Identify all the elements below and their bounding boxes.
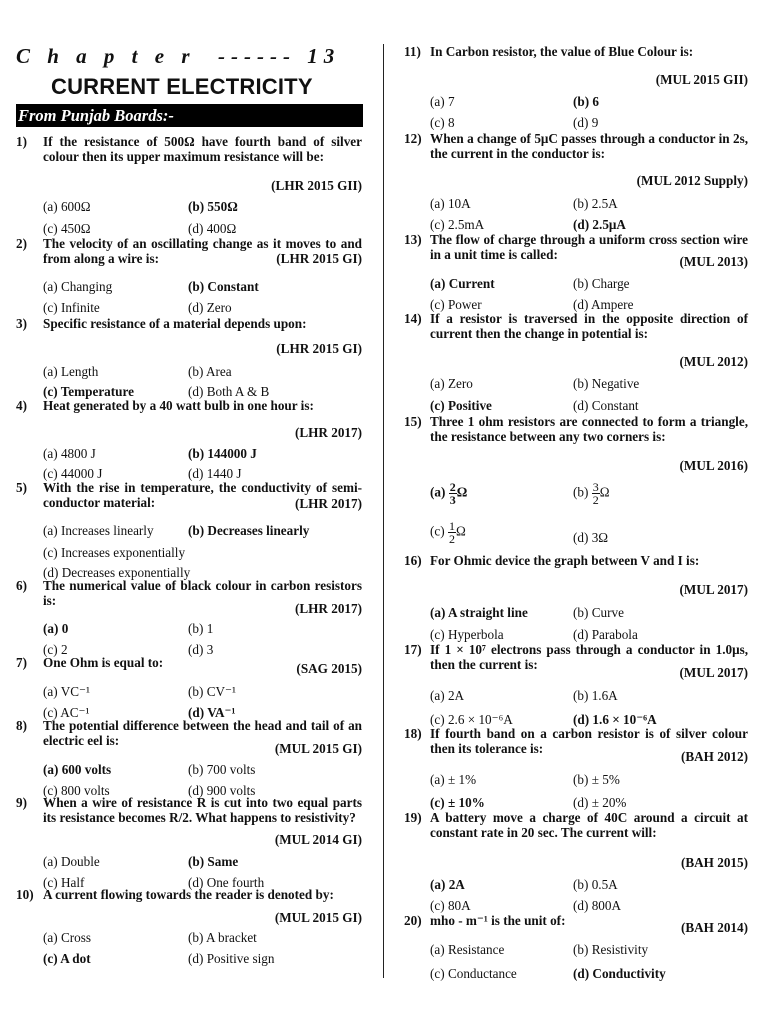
option-text: 44000 J [60,466,103,481]
fraction-unit: Ω [455,523,466,539]
option-label: (a) [430,605,448,620]
option-text: Temperature [60,384,134,399]
option-label: (b) [573,605,592,620]
answer-option[interactable] [188,221,236,237]
option-text: Positive [447,398,492,413]
option-text: Half [60,875,85,890]
option-text: 2.5A [591,196,618,211]
option-label: (c) [43,705,61,720]
option-label: (c) [430,898,448,913]
answer-option[interactable] [430,481,467,506]
option-text: VC⁻¹ [60,684,90,699]
option-label: (d) [573,966,593,981]
option-text: Constant [591,398,639,413]
fraction-value [449,481,457,506]
option-text: 2A [447,688,465,703]
answer-option[interactable] [43,446,96,462]
option-text: 1440 J [206,466,242,481]
option-text: Area [205,364,232,379]
option-text: Cross [60,930,91,945]
option-label: (c) [43,300,61,315]
option-text: Ampere [590,297,634,312]
option-label: (c) [430,115,448,130]
answer-option[interactable] [430,795,485,811]
option-label: (a) [43,199,61,214]
question-text: The potential difference between the head and tail of an electric eel is: [43,718,362,748]
option-label: (d) [188,384,207,399]
answer-option[interactable] [43,300,100,316]
question-source: (MUL 2017) [679,582,748,597]
option-label: (d) [573,115,592,130]
option-text: Increases linearly [60,523,154,538]
option-label: (d) [188,951,207,966]
option-text: Infinite [60,300,100,315]
answer-option[interactable] [573,530,608,546]
option-text: 2A [448,877,465,892]
question-source: (MUL 2015 GII) [655,72,748,87]
answer-option[interactable] [573,217,626,233]
answer-option[interactable] [573,94,599,110]
option-text: 800A [591,898,621,913]
answer-option[interactable] [430,688,464,704]
option-text: Zero [447,376,473,391]
option-text: 7 [447,94,455,109]
question-number: 13) [404,232,422,247]
option-text: 1 [206,621,214,636]
option-text: 1.6 × 10⁻⁶A [592,712,657,727]
option-text: 2.5μA [592,217,626,232]
option-label: (a) [430,688,448,703]
option-text: 2.6 × 10⁻⁶A [447,712,513,727]
option-label: (a) [43,621,62,636]
option-text: ± 10% [447,795,485,810]
question-number: 18) [404,726,422,741]
question-source: (BAH 2015) [680,855,748,870]
answer-option[interactable] [188,523,309,539]
answer-option[interactable] [573,627,638,643]
chapter-heading: C h a p t e r ------ 13 [16,44,341,68]
option-label: (c) [43,221,61,236]
question-number: 19) [404,810,422,825]
option-text: A bracket [205,930,257,945]
option-label: (a) [430,276,449,291]
option-label: (b) [188,523,208,538]
question-source: (LHR 2015 GI) [276,341,362,356]
question-text: mho - m⁻¹ is the unit of: [430,913,566,928]
option-text: 3 [206,642,214,657]
answer-option[interactable] [430,898,471,914]
option-label: (c) [43,466,61,481]
option-text: Hyperbola [447,627,504,642]
answer-option[interactable] [430,94,455,110]
option-text: 80A [447,898,471,913]
fraction-value [448,520,456,545]
option-text: A straight line [447,605,528,620]
option-label: (d) [188,466,207,481]
option-label: (b) [188,199,208,214]
answer-option[interactable] [573,942,648,958]
option-label: (d) [573,712,593,727]
answer-option[interactable] [188,300,232,316]
answer-option[interactable] [573,376,639,392]
option-text: 600Ω [60,199,91,214]
option-label: (c) [430,297,448,312]
option-text: Decreases exponentially [61,565,191,580]
answer-option[interactable] [43,621,68,637]
section-band [16,104,363,127]
answer-option[interactable] [573,966,666,982]
answer-option[interactable] [43,684,90,700]
question-source: (MUL 2012) [679,354,748,369]
question-number: 12) [404,131,422,146]
option-label: (c) [430,795,448,810]
answer-option[interactable] [430,877,465,893]
option-text: 2 [60,642,68,657]
option-label: (d) [43,565,62,580]
option-text: Negative [591,376,640,391]
option-text: One fourth [206,875,265,890]
question-source: (MUL 2014 GI) [274,832,362,847]
option-label: (b) [573,276,592,291]
option-label: (c) [430,627,448,642]
question-text: The numerical value of black colour in carbon resistors is: [43,578,362,608]
question-source: (BAH 2014) [680,920,748,935]
question-source: (MUL 2013) [679,254,748,269]
question-text: A current flowing towards the reader is denoted by: [43,887,334,902]
option-label: (d) [188,300,207,315]
question-number: 7) [16,655,27,670]
option-label: (a) [430,484,449,500]
answer-option[interactable] [43,199,91,215]
option-label: (d) [188,705,208,720]
question-text: Three 1 ohm resistors are connected to form a triangle, the resistance between any two corners is: [430,414,748,444]
section-band-label: From Punjab Boards:- [18,106,174,125]
chapter-title: CURRENT ELECTRICITY [51,74,313,99]
option-text: Conductivity [592,966,666,981]
option-label: (a) [43,446,61,461]
option-label: (b) [188,364,206,379]
option-label: (d) [573,898,592,913]
fraction-denominator: 3 [449,493,456,507]
answer-option[interactable] [573,276,630,292]
option-text: 0.5A [591,877,618,892]
answer-option[interactable] [188,279,259,295]
answer-option[interactable] [43,762,111,778]
question-text: The flow of charge through a uniform cross section wire in a unit time is called: [430,232,748,262]
question-source: (BAH 2012) [680,749,748,764]
option-label: (c) [43,951,61,966]
option-label: (a) [43,762,62,777]
answer-option[interactable] [573,877,618,893]
answer-option[interactable] [430,115,455,131]
option-label: (b) [188,446,208,461]
answer-option[interactable] [573,398,639,414]
question-number: 10) [16,887,34,902]
answer-option[interactable] [188,930,257,946]
answer-option[interactable] [188,762,255,778]
option-text: ± 1% [447,772,477,787]
option-text: Positive sign [206,951,275,966]
question-number: 1) [16,134,27,149]
answer-option[interactable] [188,684,236,700]
answer-option[interactable] [188,199,238,215]
question-number: 2) [16,236,27,251]
answer-option[interactable] [188,854,238,870]
option-label: (a) [430,772,448,787]
option-label: (b) [573,196,592,211]
option-text: 3Ω [591,530,609,545]
answer-option[interactable] [573,688,618,704]
question-source: (MUL 2017) [679,665,748,680]
option-text: Zero [206,300,232,315]
option-label: (a) [430,877,449,892]
option-label: (c) [43,545,61,560]
option-text: Increases exponentially [60,545,186,560]
option-label: (a) [43,523,61,538]
option-text: 450Ω [60,221,91,236]
option-text: Constant [207,279,259,294]
question-text: When a change of 5μC passes through a conductor in 2s, the current in the conductor is: [430,131,748,161]
answer-option[interactable] [573,898,621,914]
option-text: ± 5% [591,772,620,787]
answer-option[interactable] [43,545,185,561]
question-source: (LHR 2017) [294,425,362,440]
answer-option[interactable] [430,398,492,414]
answer-option[interactable] [43,854,100,870]
question-text: When a wire of resistance R is cut into two equal parts its resistance becomes R/2. What happens to resistivity? [43,795,362,825]
fraction-numerator: 2 [449,480,456,494]
option-label: (c) [430,523,448,539]
question-source: (SAG 2015) [296,661,362,676]
answer-option[interactable] [43,951,91,967]
question-text: If a resistor is traversed in the opposite direction of current then the change in potential is: [430,311,748,341]
option-text: 10A [447,196,471,211]
option-text: Resistance [447,942,505,957]
option-label: (a) [430,94,448,109]
option-text: Double [60,854,100,869]
question-text: A battery move a charge of 40C around a circuit at constant rate in 20 sec. The current will: [430,810,748,840]
fraction-unit: Ω [599,484,610,500]
option-text: Changing [60,279,113,294]
option-text: 550Ω [207,199,238,214]
option-text: Conductance [447,966,517,981]
answer-option[interactable] [43,930,91,946]
option-text: AC⁻¹ [60,705,90,720]
question-text: Heat generated by a 40 watt bulb in one hour is: [43,398,314,413]
question-number: 8) [16,718,27,733]
option-label: (c) [43,642,61,657]
option-label: (d) [188,875,207,890]
option-label: (b) [188,762,207,777]
answer-option[interactable] [43,523,154,539]
option-label: (a) [43,279,61,294]
option-label: (c) [43,875,61,890]
option-text: Power [447,297,482,312]
answer-option[interactable] [188,951,274,967]
option-text: Resistivity [591,942,649,957]
column-divider [383,44,384,978]
answer-option[interactable] [43,364,98,380]
option-text: CV⁻¹ [206,684,236,699]
question-number: 11) [404,44,421,59]
option-text: Decreases linearly [207,523,310,538]
option-label: (b) [188,930,206,945]
option-text: Both A & B [206,384,270,399]
option-text: VA⁻¹ [207,705,236,720]
question-source: (MUL 2015 GI) [274,741,362,756]
question-number: 14) [404,311,422,326]
option-label: (c) [430,712,448,727]
question-source: (MUL 2016) [679,458,748,473]
option-text: Parabola [591,627,638,642]
question-text: If fourth band on a carbon resistor is of silver colour then its tolerance is: [430,726,748,756]
question-source: (MUL 2015 GI) [274,910,362,925]
question-number: 15) [404,414,422,429]
option-label: (a) [430,942,448,957]
answer-option[interactable] [430,627,504,643]
option-text: Length [60,364,99,379]
option-text: 1.6A [591,688,618,703]
question-number: 20) [404,913,422,928]
question-text: If the resistance of 500Ω have fourth band of silver colour then its upper maximum resistance will be: [43,134,362,164]
answer-option[interactable] [430,276,495,292]
option-text: A dot [60,951,91,966]
option-text: 600 volts [61,762,112,777]
option-label: (b) [573,688,592,703]
question-number: 16) [404,553,422,568]
option-text: 900 volts [206,783,256,798]
option-label: (c) [430,966,448,981]
question-source: (LHR 2017) [294,496,362,511]
option-label: (b) [188,684,207,699]
fraction-denominator: 2 [592,493,599,507]
option-label: (a) [43,684,61,699]
option-label: (d) [188,783,207,798]
question-number: 4) [16,398,27,413]
answer-option[interactable] [573,196,618,212]
option-label: (b) [188,854,208,869]
question-number: 9) [16,795,27,810]
option-text: 9 [591,115,599,130]
option-text: 700 volts [206,762,256,777]
question-number: 3) [16,316,27,331]
fraction-numerator: 1 [448,519,455,533]
answer-option[interactable] [430,376,473,392]
option-text: Current [448,276,495,291]
option-label: (d) [573,297,591,312]
fraction-unit: Ω [456,484,468,500]
fraction-denominator: 2 [448,532,455,546]
question-number: 6) [16,578,27,593]
option-label: (a) [43,364,61,379]
option-label: (d) [188,642,207,657]
fraction-numerator: 3 [592,480,599,494]
option-label: (a) [43,854,61,869]
option-text: Charge [591,276,630,291]
answer-option[interactable] [573,115,598,131]
option-label: (b) [573,942,592,957]
option-text: ± 20% [591,795,627,810]
answer-option[interactable] [430,520,466,545]
option-text: 2.5mA [447,217,485,232]
question-text: The velocity of an oscillating change as it moves to and from along a wire is: [43,236,362,266]
option-label: (c) [43,783,61,798]
option-label: (b) [188,621,207,636]
answer-option[interactable] [430,217,484,233]
option-label: (b) [573,376,592,391]
answer-option[interactable] [430,605,528,621]
option-label: (d) [573,795,592,810]
question-text: With the rise in temperature, the conductivity of semi-conductor material: [43,480,362,510]
option-label: (d) [573,398,592,413]
question-text: Specific resistance of a material depends upon: [43,316,307,331]
option-text: Same [207,854,239,869]
answer-option[interactable] [188,364,232,380]
question-number: 17) [404,642,422,657]
option-label: (c) [430,398,448,413]
answer-option[interactable] [43,279,112,295]
question-text: One Ohm is equal to: [43,655,164,670]
answer-option[interactable] [430,196,471,212]
option-text: 4800 J [60,446,96,461]
fraction-value [592,481,600,506]
answer-option[interactable] [573,795,626,811]
question-number: 5) [16,480,27,495]
answer-option[interactable] [573,772,620,788]
option-label: (b) [188,279,208,294]
option-label: (d) [573,530,592,545]
answer-option[interactable] [573,481,610,506]
option-label: (b) [573,877,592,892]
option-label: (c) [430,217,448,232]
answer-option[interactable] [430,772,476,788]
question-source: (LHR 2015 GII) [271,178,362,193]
question-source: (MUL 2012 Supply) [636,173,748,188]
option-label: (b) [573,484,592,500]
option-label: (a) [430,376,448,391]
option-text: 144000 J [207,446,257,461]
question-text: In Carbon resistor, the value of Blue Colour is: [430,44,694,59]
question-text: For Ohmic device the graph between V and I is: [430,553,700,568]
option-label: (d) [573,217,593,232]
option-label: (d) [188,221,207,236]
answer-option[interactable] [430,966,517,982]
option-label: (b) [573,772,592,787]
question-source: (LHR 2017) [294,601,362,616]
option-text: 8 [447,115,455,130]
option-label: (d) [573,627,592,642]
option-text: 0 [61,621,69,636]
answer-option[interactable] [43,221,91,237]
answer-option[interactable] [573,605,624,621]
option-label: (a) [430,196,448,211]
option-label: (c) [43,384,61,399]
option-text: Curve [591,605,624,620]
option-label: (b) [573,94,593,109]
option-text: 6 [592,94,600,109]
answer-option[interactable] [188,621,213,637]
question-source: (LHR 2015 GI) [276,251,362,266]
question-text: If 1 × 10⁷ electrons pass through a conductor in 1.0μs, then the current is: [430,642,748,672]
option-label: (a) [43,930,61,945]
option-text: 800 volts [60,783,110,798]
answer-option[interactable] [430,942,504,958]
answer-option[interactable] [188,446,257,462]
option-text: 400Ω [206,221,237,236]
